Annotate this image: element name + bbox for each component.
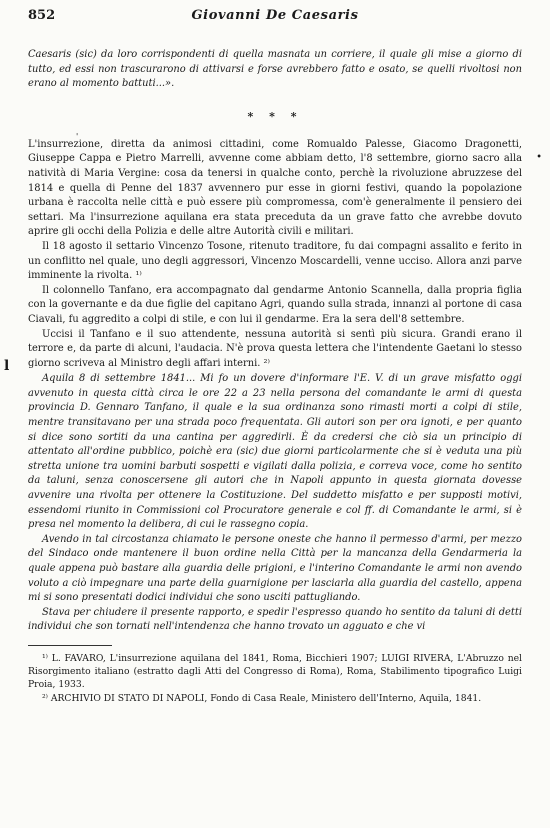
paragraph-insurrection: L'insurrezione, diretta da animosi cittadini, come Romualdo Palesse, Giacomo Dragonetti, Giuseppe Cappa e Pietro Marrelli, avvenne come abbiam detto, l'8 settembre, giorno sacro alla natività di Maria Vergine: cosa da tenersi in qualche conto, perchè la rivoluzione abruzzese del 1814 e quella di Penne del 1837 avvennero pur esse in giorni festivi, quando la popolazione urbana è raccolta nelle città e può essere più compromessa, com'è generalmente il pensiero dei settari. Ma l'insurrezione aquilana era stata preceduta da un grave fatto che avrebbe dovuto aprire gli occhi della Polizia e delle altre Autorità civili e militari.	[28, 138, 522, 238]
page-header	[28, 8, 522, 28]
left-margin-mark: l	[4, 358, 10, 374]
margin-tick: '	[76, 132, 79, 141]
letter-paragraph-3: Stava per chiudere il presente rapporto, e spedir l'espresso quando ho sentito da taluni di detti individui che son tornati nell'intendenza che hanno trovato un agguato e che vi	[28, 606, 522, 633]
paragraph-tanfano: Il colonnello Tanfano, era accompagnato dal gendarme Antonio Scannella, dalla propria figlia con la governante e da due figlie del capitano Agri, quando sulla strada, innanzi al portone di casa Ciavali, fu aggredito a colpi di stile, e con lui il gendarme. Era la sera dell'8 settembre.	[28, 284, 522, 325]
footnote-2: ²⁾ ARCHIVIO DI STATO DI NAPOLI, Fondo di Casa Reale, Ministero dell'Interno, Aquila, 1841.	[42, 692, 482, 704]
letter-paragraph-1: Aquila 8 di settembre 1841... Mi fo un dovere d'informare l'E. V. di un grave misfatto oggi avvenuto in questa città circa le ore 22 a 23 nella persona del comandante le armi di questa provincia D. Gennaro Tanfano, il quale e la sua ordinanza sono rimasti morti a colpi di stile, mentre transitavano per una strada poco frequentata. Gli autori son per ora ignoti, e per quanto si dice sono sortiti da una cantina per aggredirli. È da credersi che ciò sia un principio di attentato all'ordine pubblico, poichè era (sic) due giorni particolarmente che si è veduta una più stretta unione tra uomini barbuti sospetti e vigilati dalla polizia, e correva voce, come ho sentito da taluni, senza conoscersene gli autori che in Napoli appunto in questa giornata dovesse avvenire una rivolta per ottenere la Costituzione. Del suddetto misfatto e per supposti motivi, essendomi riunito in Commissioni col Procuratore generale e col ff. di Comandante le armi, si è presa nel momento la delibera, di cui le rassegno copia.	[28, 373, 522, 531]
right-margin-mark: •	[536, 152, 542, 163]
footnote-1: ¹⁾ L. FAVARO, L'insurrezione aquilana del 1841, Roma, Bicchieri 1907; LUIGI RIVERA, L'Abruzzo nel Risorgimento italiano (estratto dagli Atti del Congresso di Roma), Roma, Stabilimento tipografico Luigi Proia, 1933.	[28, 652, 522, 691]
letter-paragraph-2: Avendo in tal circostanza chiamato le persone oneste che hanno il permesso d'armi, per mezzo del Sindaco onde mantenere il buon ordine nella Città per la mancanza della Gendarmeria la quale appena può bastare alla guardia delle prigioni, e l'interino Comandante le armi non avendo voluto a ciò impegnare una parte della guarnigione per lasciarla alla guardia del castello, appena mi si sono presentati dodici individui che sono usciti pattugliando.	[28, 533, 522, 604]
footnote-rule	[28, 645, 112, 646]
body-text	[28, 48, 522, 705]
page-number: 852	[28, 8, 56, 23]
quote-continuation: Caesaris (sic) da loro corrispondenti di quella masnata un corriere, il quale gli mise a giorno di tutto, ed essi non trascurarono di attivarsi e forse avrebbero fatto e osato, se quelli rivoltosi non erano al momento battuti...».	[28, 49, 522, 90]
paragraph-uccisi: Uccisi il Tanfano e il suo attendente, nessuna autorità si sentì più sicura. Grandi erano il terrore e, da parte di alcuni, l'audacia. N'è prova questa lettera che l'intendente Gaetani lo stesso giorno scriveva al Ministro degli affari interni. ²⁾	[28, 328, 522, 369]
paragraph-tosone: Il 18 agosto il settario Vincenzo Tosone, ritenuto traditore, fu dai compagni assalito e ferito in un conflitto nel quale, uno degli aggressori, Vincenzo Moscardelli, venne ucciso. Allora anzi parve imminente la rivolta. ¹⁾	[28, 240, 522, 282]
section-break-asterisks: * * *	[247, 109, 303, 123]
running-title: Giovanni De Caesaris	[191, 8, 359, 23]
